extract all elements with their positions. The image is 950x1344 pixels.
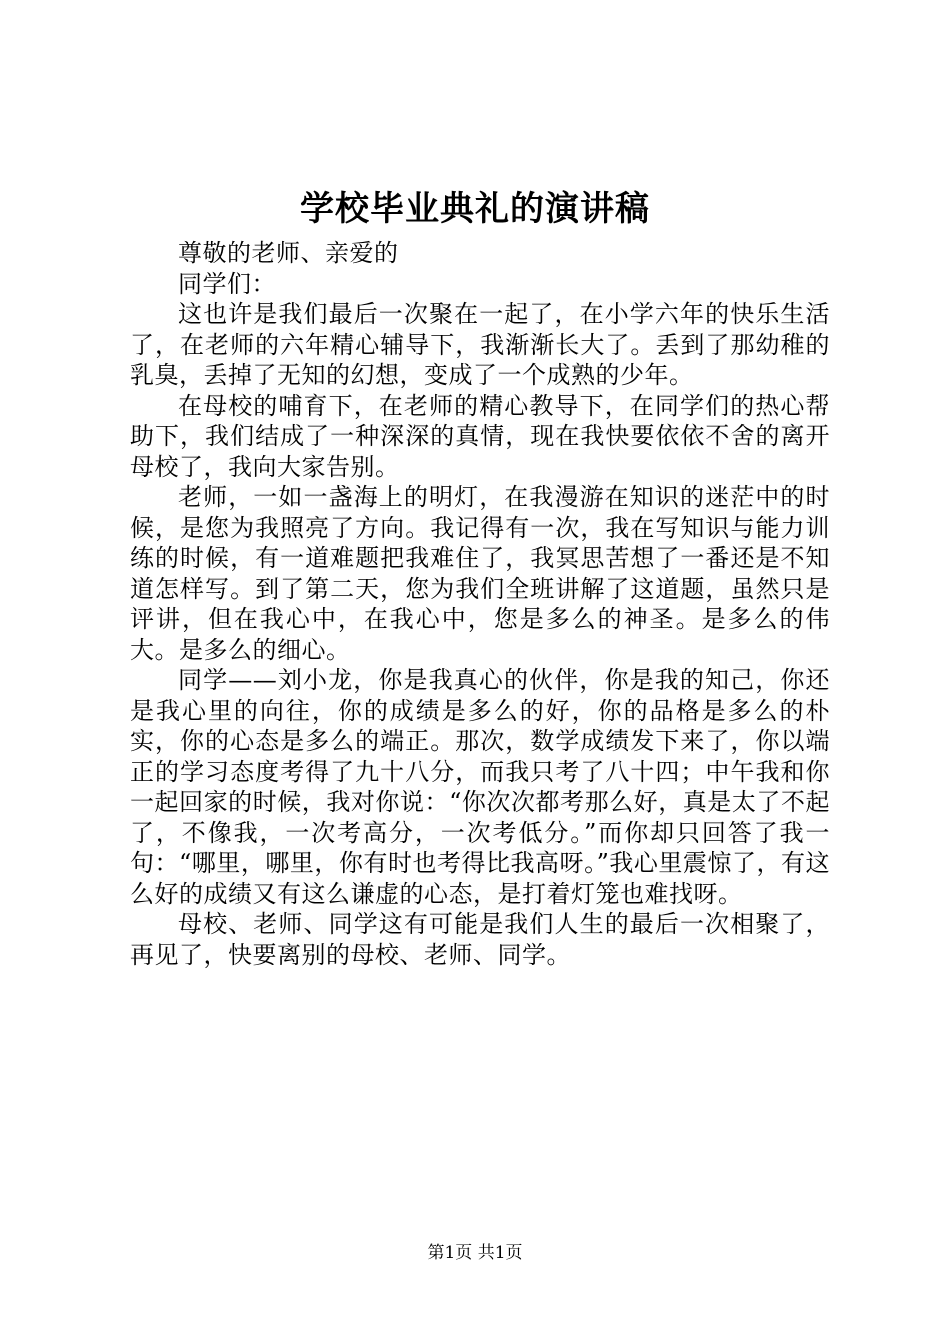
document-title: 学校毕业典礼的演讲稿 xyxy=(300,189,650,229)
paragraph: 在母校的哺育下，在老师的精心教导下，在同学们的热心帮助下，我们结成了一种深深的真情，现在我快要依依不舍的离开母校了，我向大家告别。 xyxy=(130,391,830,481)
paragraph: 同学——刘小龙，你是我真心的伙伴，你是我的知己，你还是我心里的向往，你的成绩是多么的好，你的品格是多么的朴实，你的心态是多么的端正。那次，数学成绩发下来了，你以端正的学习态度考得了九十八分，而我只考了八十四；中午我和你一起回家的时候，我对你说：“你次次都考那么好，真是太了不起了，不像我，一次考高分，一次考低分。”而你却只回答了我一句：“哪里，哪里，你有时也考得比我高呀。”我心里震惊了，有这么好的成绩又有这么谦虚的心态，是打着灯笼也难找呀。 xyxy=(130,666,830,908)
paragraph: 老师，一如一盏海上的明灯，在我漫游在知识的迷茫中的时候，是您为我照亮了方向。我记得有一次，我在写知识与能力训练的时候，有一道难题把我难住了，我冥思苦想了一番还是不知道怎样写。到了第二天，您为我们全班讲解了这道题，虽然只是评讲，但在我心中，在我心中，您是多么的神圣。是多么的伟大。是多么的细心。 xyxy=(130,483,830,664)
salutation-line-1: 尊敬的老师、亲爱的 xyxy=(178,239,399,267)
paragraph: 这也许是我们最后一次聚在一起了，在小学六年的快乐生活了，在老师的六年精心辅导下，我渐渐长大了。丢到了那幼稚的乳臭，丢掉了无知的幻想，变成了一个成熟的少年。 xyxy=(130,300,830,389)
paragraph: 母校、老师、同学这有可能是我们人生的最后一次相聚了，再见了，快要离别的母校、老师、同学。 xyxy=(130,910,830,969)
salutation-line-2: 同学们： xyxy=(178,269,276,298)
document-body xyxy=(130,238,830,970)
page-footer: 第1页 共1页 xyxy=(427,1243,523,1263)
